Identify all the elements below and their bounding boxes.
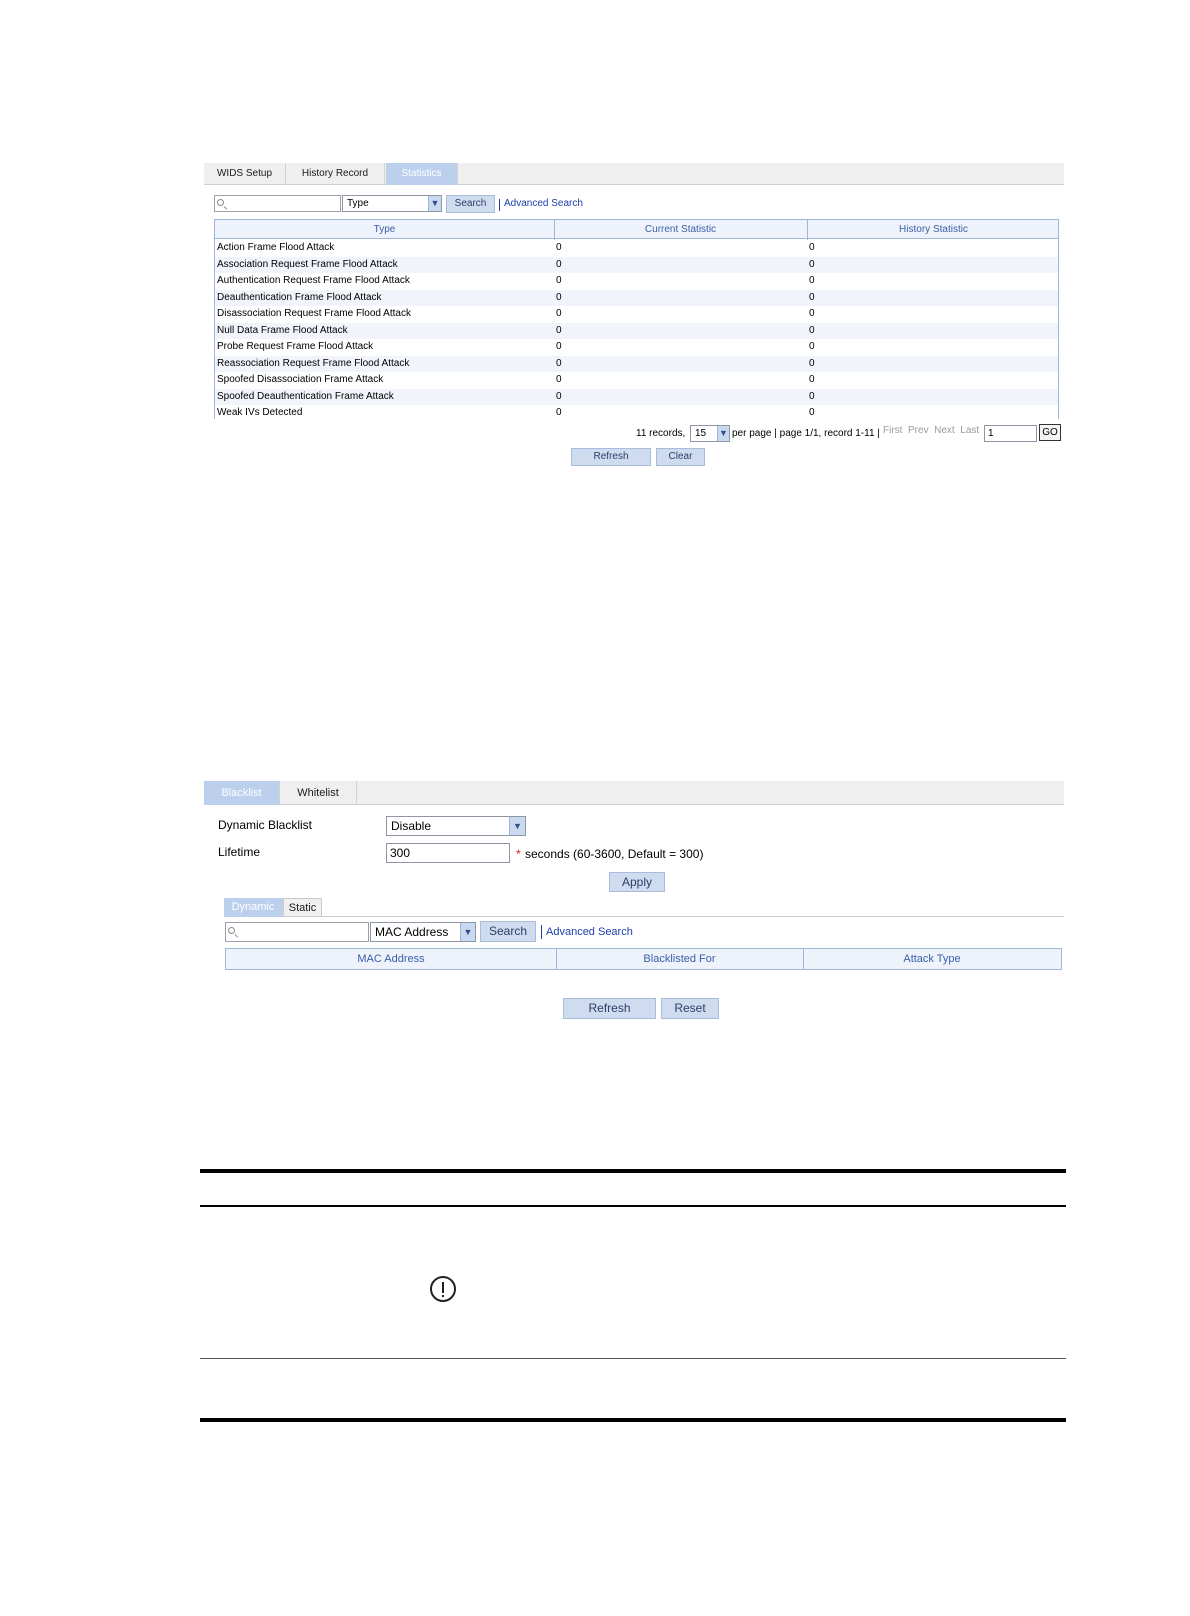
pager-nav [883, 425, 979, 436]
magnifier-icon [228, 927, 235, 934]
stats-table-header [215, 220, 1058, 239]
cell-history-statistic: 0 [809, 308, 815, 319]
table-row [215, 257, 1058, 274]
stats-refresh-button[interactable]: Refresh [571, 448, 651, 466]
stats-type-select-value: Type [347, 198, 369, 209]
col-type[interactable]: Type [373, 224, 396, 235]
cell-current-statistic: 0 [556, 324, 562, 336]
tab-blacklist[interactable]: Blacklist [204, 781, 280, 805]
table-row [215, 306, 1058, 323]
cell-type: Weak IVs Detected [217, 407, 303, 418]
cell-type: Spoofed Deauthentication Frame Attack [217, 390, 394, 402]
column-divider [556, 949, 557, 969]
pager-prev[interactable]: Prev [908, 425, 929, 436]
cell-current-statistic: 0 [556, 258, 562, 270]
col-current-statistic[interactable]: Current Statistic [644, 224, 717, 235]
statistics-panel [204, 163, 1064, 473]
table-row [215, 405, 1058, 422]
per-page-value: 15 [695, 428, 707, 439]
dynamic-blacklist-value: Disable [391, 819, 432, 833]
cell-current-statistic: 0 [556, 291, 562, 303]
cell-history-statistic: 0 [809, 275, 815, 286]
dynamic-blacklist-select[interactable] [386, 816, 526, 836]
cell-history-statistic: 0 [809, 374, 815, 385]
link-separator [541, 925, 542, 939]
cell-current-statistic: 0 [556, 390, 562, 402]
blacklist-table-header [226, 949, 1061, 969]
link-separator [499, 199, 500, 211]
blacklist-search-button[interactable]: Search [480, 921, 536, 942]
cell-type: Disassociation Request Frame Flood Attack [217, 308, 411, 319]
cell-history-statistic: 0 [809, 324, 815, 336]
page-info [732, 428, 880, 439]
table-header-rule [200, 1205, 1066, 1207]
cell-current-statistic: 0 [556, 242, 562, 253]
table-row [215, 240, 1058, 257]
blacklist-reset-button[interactable]: Reset [661, 998, 719, 1019]
cell-history-statistic: 0 [809, 407, 815, 418]
pager-last[interactable]: Last [960, 425, 980, 436]
chevron-down-icon[interactable]: ▼ [717, 426, 729, 441]
lifetime-hint: seconds (60-3600, Default = 300) [525, 847, 704, 861]
stats-search-input[interactable] [214, 195, 341, 212]
cell-type: Association Request Frame Flood Attack [217, 258, 398, 270]
blacklist-tab-bar [204, 781, 1064, 805]
page-number-input[interactable]: 1 [984, 425, 1037, 442]
blacklist-advanced-search-link[interactable]: Advanced Search [546, 926, 633, 938]
blacklist-search-input[interactable] [225, 922, 369, 942]
stats-type-select[interactable] [342, 195, 442, 212]
tab-statistics[interactable]: Statistics [386, 163, 458, 185]
pager-next[interactable]: Next [934, 425, 955, 436]
stats-pager [636, 428, 685, 439]
blacklist-type-select-value: MAC Address [375, 925, 449, 939]
lifetime-input[interactable]: 300 [386, 843, 510, 863]
cell-type: Reassociation Request Frame Flood Attack [217, 357, 410, 369]
dynamic-blacklist-label: Dynamic Blacklist [218, 818, 313, 832]
cell-history-statistic: 0 [809, 357, 815, 369]
stats-clear-button[interactable]: Clear [656, 448, 705, 466]
page-info-text: per page | page 1/1, record 1-11 | [732, 428, 880, 439]
column-divider [803, 949, 804, 969]
chevron-down-icon[interactable]: ▼ [428, 196, 441, 211]
cell-type: Probe Request Frame Flood Attack [217, 341, 374, 352]
magnifier-icon [217, 199, 224, 206]
cell-current-statistic: 0 [556, 341, 562, 352]
cell-type: Action Frame Flood Attack [217, 242, 335, 253]
tab-wids-setup[interactable]: WIDS Setup [204, 163, 286, 185]
cell-current-statistic: 0 [556, 407, 562, 418]
cell-current-statistic: 0 [556, 275, 562, 286]
table-row [215, 389, 1058, 406]
cell-type: Null Data Frame Flood Attack [217, 324, 348, 336]
apply-button[interactable]: Apply [609, 872, 665, 892]
table-top-rule [200, 1169, 1066, 1173]
pager-first[interactable]: First [883, 425, 903, 436]
subtab-static[interactable]: Static [283, 898, 322, 917]
blacklist-panel [204, 781, 1064, 1021]
subtab-bar [224, 898, 1064, 917]
chevron-down-icon[interactable]: ▼ [460, 923, 475, 941]
table-row [215, 372, 1058, 389]
table-row [215, 323, 1058, 340]
subtab-dynamic[interactable]: Dynamic [224, 898, 283, 917]
tab-whitelist[interactable]: Whitelist [280, 781, 357, 805]
table-bottom-rule [200, 1418, 1066, 1422]
cell-history-statistic: 0 [809, 242, 815, 253]
col-attack-type[interactable]: Attack Type [903, 953, 961, 965]
cell-type: Authentication Request Frame Flood Attack [217, 275, 410, 286]
exclamation-circle-icon [430, 1276, 456, 1302]
blacklist-type-select[interactable] [370, 922, 476, 942]
table-row [215, 339, 1058, 356]
cell-current-statistic: 0 [556, 308, 562, 319]
records-count: 11 records, [636, 428, 686, 439]
stats-table [214, 219, 1059, 419]
stats-advanced-search-link[interactable]: Advanced Search [504, 198, 583, 209]
chevron-down-icon[interactable]: ▼ [509, 817, 525, 835]
cell-history-statistic: 0 [809, 390, 815, 402]
col-mac-address[interactable]: MAC Address [357, 953, 425, 965]
stats-tab-bar [204, 163, 1064, 185]
required-star: * [516, 847, 521, 861]
cell-current-statistic: 0 [556, 374, 562, 385]
cell-history-statistic: 0 [809, 258, 815, 270]
table-row [215, 290, 1058, 307]
per-page-select[interactable] [690, 425, 730, 442]
col-history-statistic[interactable]: History Statistic [899, 224, 968, 235]
lifetime-label: Lifetime [218, 845, 261, 859]
cell-history-statistic: 0 [809, 341, 815, 352]
table-row [215, 356, 1058, 373]
cell-type: Spoofed Disassociation Frame Attack [217, 374, 384, 385]
cell-type: Deauthentication Frame Flood Attack [217, 291, 382, 303]
table-row-rule [200, 1358, 1066, 1359]
stats-search-button[interactable]: Search [446, 195, 495, 213]
go-button[interactable]: GO [1039, 424, 1061, 441]
cell-current-statistic: 0 [556, 357, 562, 369]
blacklist-refresh-button[interactable]: Refresh [563, 998, 656, 1019]
table-row [215, 273, 1058, 290]
col-blacklisted-for[interactable]: Blacklisted For [643, 953, 716, 965]
blacklist-table [225, 948, 1062, 970]
tab-history-record[interactable]: History Record [286, 163, 385, 185]
cell-history-statistic: 0 [809, 291, 815, 303]
